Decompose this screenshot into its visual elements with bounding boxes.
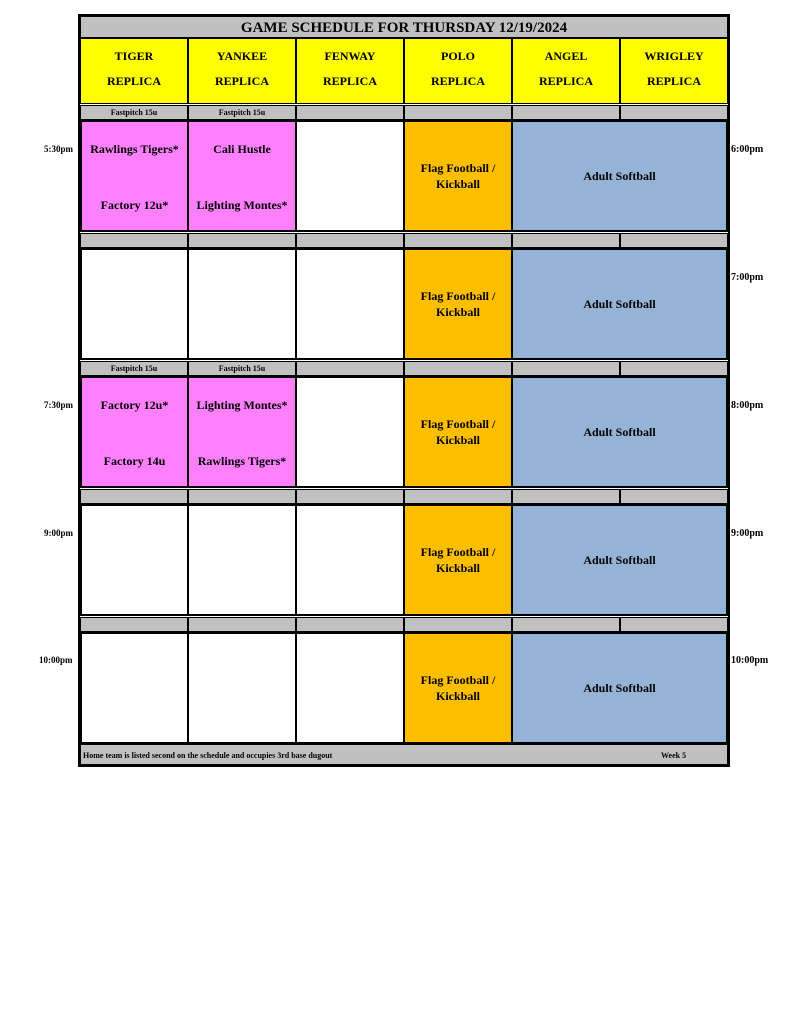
division-label: Fastpitch 15u: [188, 361, 296, 376]
away-team: Rawlings Tigers*: [90, 142, 179, 156]
time-label-left: 7:30pm: [44, 400, 73, 410]
separator: [404, 233, 512, 248]
empty-fenway-slot5: [295, 632, 405, 744]
separator: [404, 105, 512, 120]
empty-yankee-slot4: [187, 504, 297, 616]
separator: [512, 105, 620, 120]
separator: [404, 617, 512, 632]
away-team: Cali Hustle: [213, 142, 271, 156]
time-label-left: 9:00pm: [44, 528, 73, 538]
home-team: Rawlings Tigers*: [197, 454, 287, 468]
game-yankee-slot3: [187, 376, 297, 488]
division-label: Fastpitch 15u: [80, 105, 188, 120]
flag-football-slot2: Flag Football / Kickball: [403, 248, 513, 360]
empty-tiger-slot5: [80, 632, 189, 744]
field-name: WRIGLEY: [644, 49, 704, 63]
empty-fenway-slot3: [295, 376, 405, 488]
away-team: Lighting Montes*: [196, 398, 288, 412]
empty-fenway-slot1: [295, 120, 405, 232]
game-tiger-slot3: [80, 376, 189, 488]
separator: [512, 489, 620, 504]
away-team: Factory 12u*: [100, 398, 169, 412]
division-label: Fastpitch 15u: [80, 361, 188, 376]
empty-fenway-slot4: [295, 504, 405, 616]
separator: [296, 489, 404, 504]
time-label-right: 6:00pm: [731, 144, 764, 155]
field-name: YANKEE: [216, 49, 268, 63]
header-yankee: [188, 38, 296, 104]
separator: [620, 361, 728, 376]
adult-softball-slot3: Adult Softball: [511, 376, 728, 488]
separator: [80, 489, 188, 504]
separator: [512, 617, 620, 632]
flag-football-slot3: Flag Football / Kickball: [403, 376, 513, 488]
separator: [188, 617, 296, 632]
time-label-right: 8:00pm: [731, 400, 764, 411]
separator: [80, 233, 188, 248]
separator: [620, 233, 728, 248]
separator: [188, 489, 296, 504]
separator: [404, 361, 512, 376]
separator: [296, 617, 404, 632]
field-name: TIGER: [114, 49, 154, 63]
flag-football-slot5: Flag Football / Kickball: [403, 632, 513, 744]
footer-bar: [80, 744, 728, 765]
home-team: Factory 12u*: [100, 198, 169, 212]
separator: [512, 361, 620, 376]
header-wrigley: [620, 38, 728, 104]
time-label-right: 10:00pm: [731, 655, 769, 666]
field-name: POLO: [440, 49, 475, 63]
division-label: Fastpitch 15u: [188, 105, 296, 120]
field-sub: REPLICA: [214, 74, 269, 88]
week-label: Week 5: [661, 751, 687, 760]
time-label-left: 5:30pm: [44, 144, 73, 154]
game-yankee-slot1: [187, 120, 297, 232]
separator: [404, 489, 512, 504]
separator: [620, 105, 728, 120]
adult-softball-slot1: Adult Softball: [511, 120, 728, 232]
empty-yankee-slot5: [187, 632, 297, 744]
separator: [80, 617, 188, 632]
game-tiger-slot1: [80, 120, 189, 232]
field-name: FENWAY: [324, 49, 376, 63]
adult-softball-slot5: Adult Softball: [511, 632, 728, 744]
separator: [296, 233, 404, 248]
time-label-right: 9:00pm: [731, 528, 764, 539]
separator: [620, 489, 728, 504]
header-angel: [512, 38, 620, 104]
header-fenway: [296, 38, 404, 104]
field-sub: REPLICA: [538, 74, 593, 88]
empty-fenway-slot2: [295, 248, 405, 360]
schedule-title: GAME SCHEDULE FOR THURSDAY 12/19/2024: [80, 16, 728, 38]
adult-softball-slot2: Adult Softball: [511, 248, 728, 360]
home-team: Factory 14u: [103, 454, 166, 468]
empty-tiger-slot2: [80, 248, 189, 360]
field-sub: REPLICA: [646, 74, 701, 88]
separator: [512, 233, 620, 248]
separator: [188, 233, 296, 248]
header-polo: [404, 38, 512, 104]
flag-football-slot1: Flag Football / Kickball: [403, 120, 513, 232]
separator: [296, 105, 404, 120]
empty-yankee-slot2: [187, 248, 297, 360]
field-sub: REPLICA: [430, 74, 485, 88]
field-sub: REPLICA: [106, 74, 161, 88]
time-label-left: 10:00pm: [39, 655, 73, 665]
separator: [296, 361, 404, 376]
empty-tiger-slot4: [80, 504, 189, 616]
schedule-table: [78, 14, 730, 767]
home-team: Lighting Montes*: [196, 198, 288, 212]
adult-softball-slot4: Adult Softball: [511, 504, 728, 616]
time-label-right: 7:00pm: [731, 272, 764, 283]
footer-note: Home team is listed second on the schedule and occupies 3rd base dugout: [83, 751, 333, 760]
separator: [620, 617, 728, 632]
flag-football-slot4: Flag Football / Kickball: [403, 504, 513, 616]
header-tiger: [80, 38, 188, 104]
field-sub: REPLICA: [322, 74, 377, 88]
field-name: ANGEL: [544, 49, 588, 63]
